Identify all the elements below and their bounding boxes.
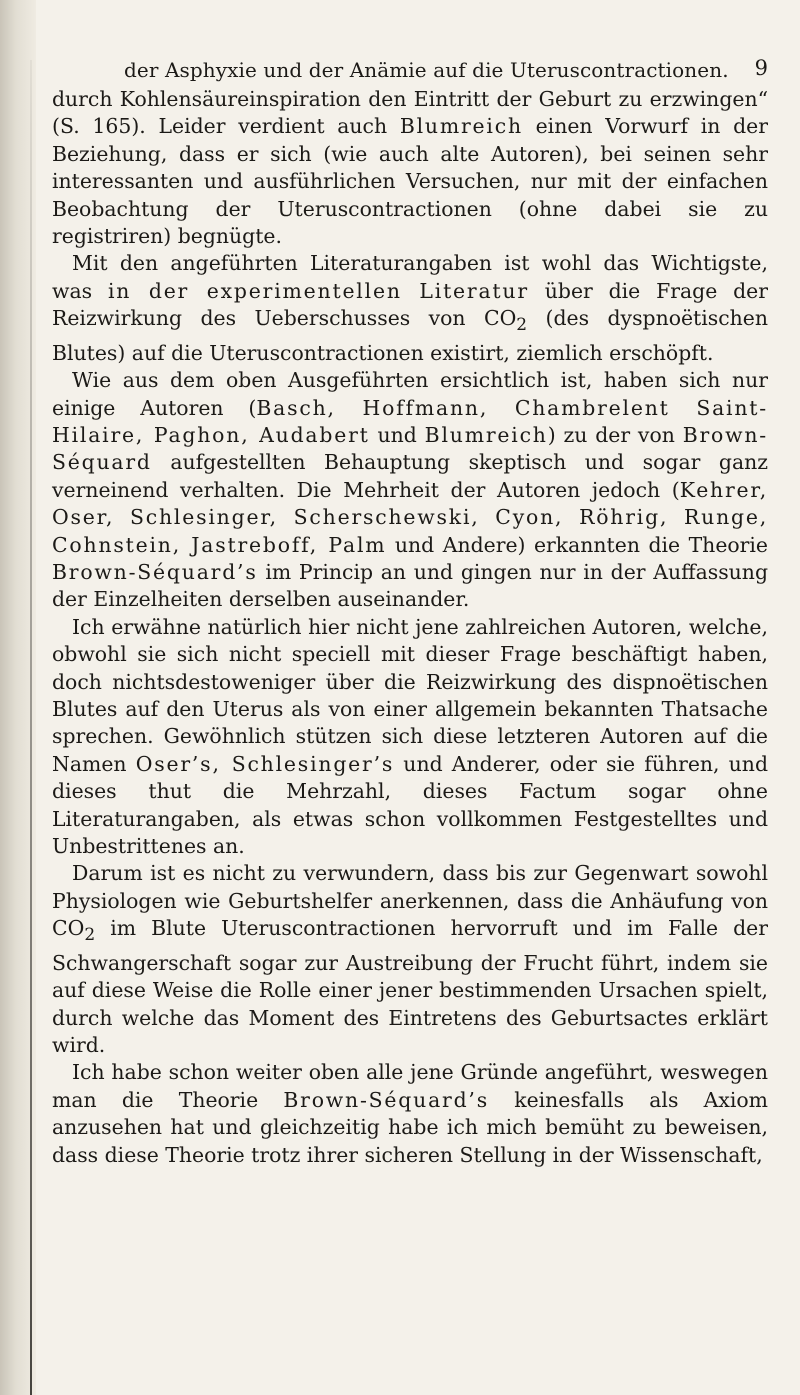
paragraph: [52, 860, 768, 1059]
spaced-name: Brown-Séquard’s: [283, 1087, 489, 1112]
subscript: 2: [84, 925, 96, 946]
text-run: im Blute Uteruscontractionen hervorruft und im Falle der Schwangerschaft sogar zur Austreibung der Frucht führt, indem sie auf diese Weise die Rolle einer jener bestimmenden Ursachen spielt, durch welche das Moment des Eintretens des Geburtsactes erklärt wird.: [52, 916, 768, 1057]
body-text: [52, 86, 768, 1169]
spaced-name: Basch, Hoffmann, Chambrelent Saint-Hilaire, Paghon, Audabert: [52, 395, 768, 447]
text-run: einen Vorwurf in der Beziehung, dass er sich (wie auch alte Autoren), bei seinen sehr interessanten und ausführlichen Versuchen, nur mit der einfachen Beobachtung der Uteruscontractionen (ohne dabei sie zu registriren) begnügte.: [52, 114, 769, 249]
text-run: im Princip an und gingen nur in der Auffassung der Einzelheiten derselben auseinander.: [52, 559, 768, 612]
paragraph: [52, 86, 768, 250]
spaced-name: Oser’s, Schlesinger’s: [135, 751, 395, 776]
subscript: 2: [516, 315, 528, 336]
spaced-name: Blumreich: [399, 114, 523, 139]
spaced-name: Blumreich: [424, 422, 548, 447]
text-run: durch Kohlensäureinspiration den Eintritt der Geburt zu erzwingen“ (S. 165). Leider verdient auch: [52, 87, 768, 139]
text-run: Ich erwähne natürlich hier nicht jene zahlreichen Autoren, welche, obwohl sie sich nicht speciell mit dieser Frage beschäftigt haben, doch nichtsdestoweniger über die Reizwirkung des dispnoëtischen Blutes auf den Uterus als von einer allgemein bekannten Thatsache sprechen. Gewöhnlich stützen sich diese letzteren Autoren auf die Namen: [52, 614, 768, 776]
running-title: der Asphyxie und der Anämie auf die Uteruscontractionen.: [124, 58, 729, 82]
spaced-name: in der experimentellen Literatur: [107, 278, 529, 303]
page-number: 9: [754, 56, 768, 80]
text-run: und Anderer, oder sie führen, und dieses thut die Mehrzahl, dieses Factum sogar ohne Literaturangaben, als etwas schon vollkommen Festgestelltes und Unbestrittenes an.: [52, 751, 768, 859]
text-run: (des dyspnoëtischen Blutes) auf die Uteruscontractionen existirt, ziemlich erschöpft.: [52, 306, 768, 365]
spaced-name: Brown-Séquard’s: [52, 559, 258, 584]
book-page: [52, 0, 768, 1169]
paragraph: [52, 367, 768, 614]
text-run: Mit den angeführten Literaturangaben ist wohl das Wichtigste, was: [52, 251, 768, 303]
text-run: keinesfalls als Axiom anzusehen hat und gleichzeitig habe ich mich bemüht zu beweisen, dass diese Theorie trotz ihrer sicheren Stellung in der Wissenschaft,: [52, 1087, 768, 1167]
running-head: [52, 0, 768, 86]
text-run: Ich habe schon weiter oben alle jene Gründe angeführt, weswegen man die Theorie: [52, 1060, 768, 1112]
text-run: ) zu der von: [547, 422, 683, 447]
spaced-name: Kehrer, Oser, Schlesinger, Scherschewski, Cyon, Röhrig, Runge, Cohnstein, Jastreboff, Palm: [52, 477, 768, 557]
text-run: und Andere) erkannten die Theorie: [386, 532, 768, 557]
paragraph: [52, 250, 768, 367]
text-run: über die Frage der Reizwirkung des Ueberschusses von CO: [52, 278, 768, 331]
paragraph: [52, 1059, 768, 1169]
text-run: und: [369, 422, 425, 447]
text-run: aufgestellten Behauptung skeptisch und sogar ganz verneinend verhalten. Die Mehrheit der Autoren jedoch (: [52, 450, 768, 502]
text-run: Darum ist es nicht zu verwundern, dass bis zur Gegenwart sowohl Physiologen wie Geburtshelfer anerkennen, dass die Anhäufung von CO: [52, 861, 768, 941]
spaced-name: Brown-Séquard: [52, 422, 768, 475]
text-run: Wie aus dem oben Ausgeführten ersichtlich ist, haben sich nur einige Autoren (: [52, 368, 768, 420]
paragraph: [52, 614, 768, 861]
binding-edge: [30, 60, 32, 1395]
